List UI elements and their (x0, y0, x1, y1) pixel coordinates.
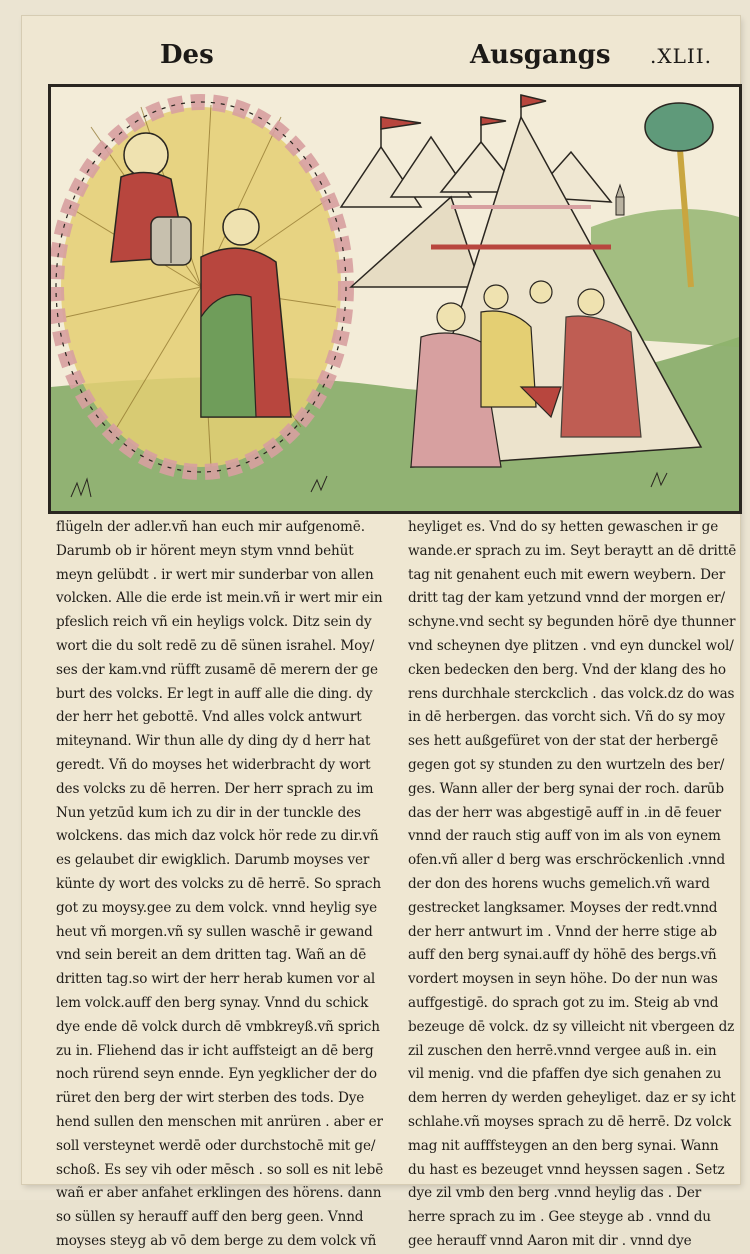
text-line: der herr antwurt im . Vnnd der herre stige ab (408, 923, 717, 940)
text-line: schlahe.vñ moyses sprach zu dē herrē. Dz volck (408, 1113, 732, 1130)
text-line: pfeslich reich vñ ein heyligs volck. Ditz sein dy (56, 614, 372, 631)
text-line: ges. Wann aller der berg synai der roch. darūb (408, 780, 724, 797)
right-text-column (408, 516, 740, 1254)
text-line: dye zil vmb den berg .vnnd heylig das . Der (408, 1185, 702, 1202)
text-line: schoß. Es sey vih oder mēsch . so soll es nit lebē (56, 1161, 384, 1178)
text-line: Nun yetzūd kum ich zu dir in der tunckle des (56, 804, 361, 821)
text-line: noch rürend seyn ennde. Eyn yegklicher der do (56, 1066, 377, 1083)
woodcut-illustration (48, 84, 742, 514)
text-line: herre sprach zu im . Gee steyge ab . vnnd du (408, 1209, 711, 1226)
text-line: es gelaubet dir ewigklich. Darumb moyses ver (56, 852, 370, 869)
text-line: geredt. Vñ do moyses het widerbracht dy wort (56, 756, 371, 773)
text-line: bezeuge dē volck. dz sy villeicht nit vbergeen dz (408, 1018, 735, 1035)
text-line: cken bedecken den berg. Vnd der klang des ho (408, 661, 726, 678)
text-line: wort die du solt redē zu dē sünen israhel. Moy/ (56, 637, 375, 654)
text-line: ofen.vñ aller d berg was erschröckenlich .vnnd (408, 852, 726, 869)
text-line: heut vñ morgen.vñ sy sullen waschē ir gewand (56, 923, 373, 940)
text-line: volcken. Alle die erde ist mein.vñ ir wert mir ein (56, 590, 383, 607)
text-line: vnd scheynen dye plitzen . vnd eyn dunckel wol/ (408, 637, 734, 654)
text-line: du hast es bezeuget vnnd heyssen sagen . Setz (408, 1161, 725, 1178)
book-page (22, 16, 740, 1249)
text-line: hend sullen den menschen mit anrüren . aber er (56, 1113, 383, 1130)
text-line: got zu moysy.gee zu dem volck. vnnd heylig sye (56, 899, 378, 916)
text-line: vnnd der rauch stig auff von im als von eynem (408, 828, 721, 845)
text-line: dye ende dē volck durch dē vmbkreyß.vñ sprich (56, 1018, 380, 1035)
text-line: in dē herbergen. das vorcht sich. Vñ do sy moy (408, 709, 726, 726)
text-line: schyne.vnd secht sy begunden hörē dye thunner (408, 614, 736, 631)
text-line: künte dy wort des volcks zu dē herrē. So sprach (56, 875, 381, 892)
text-line: meyn gelübdt . ir wert mir sunderbar von allen (56, 566, 374, 583)
text-line: der herr het gebottē. Vnd alles volck antwurt (56, 709, 362, 726)
left-text-column (56, 516, 388, 1254)
text-line: moyses steyg ab vō dem berge zu dem volck vñ (56, 1232, 377, 1249)
text-line: heyliget es. Vnd do sy hetten gewaschen ir ge (408, 519, 719, 535)
text-line: miteynand. Wir thun alle dy ding dy d herr hat (56, 733, 371, 750)
text-line: wolckens. das mich daz volck hör rede zu dir.vñ (56, 828, 379, 845)
text-line: ses hett außgefüret von der stat der herbergē (408, 733, 719, 750)
folio-number: .XLII. (650, 44, 713, 68)
woodcut-scene (51, 87, 739, 511)
text-line: flügeln der adler.vñ han euch mir aufgenomē. (56, 519, 365, 535)
text-line: soll versteynet werdē oder durchstochē mit ge/ (56, 1137, 376, 1154)
text-line: der don des horens wuchs gemelich.vñ ward (408, 875, 710, 892)
text-line: gestrecket langksamer. Moyses der redt.vnnd (408, 899, 718, 916)
text-line: auffgestigē. do sprach got zu im. Steig ab vnd (408, 994, 719, 1011)
text-line: lem volck.auff den berg synay. Vnnd du schick (56, 994, 369, 1011)
text-line: gee herauff vnnd Aaron mit dir . vnnd dye (408, 1232, 692, 1249)
text-line: vil menig. vnd die pfaffen dye sich genahen zu (408, 1066, 722, 1083)
text-line: vordert moysen in seyn höhe. Do der nun was (408, 971, 718, 988)
text-line: tag nit genahent euch mit ewern weybern. Der (408, 566, 726, 583)
header-left-word: Des (160, 40, 214, 70)
text-line: zil zuschen den herrē.vnnd vergee auß in. ein (408, 1042, 717, 1059)
text-line: das der herr was abgestigē auff in .in dē feuer (408, 804, 722, 821)
text-line: des volcks zu dē herren. Der herr sprach zu im (56, 780, 374, 797)
text-line: wañ er aber anfahet erklingen des hörens. dann (56, 1185, 382, 1202)
text-line: auff den berg synai.auff dy höhē des bergs.vñ (408, 947, 717, 964)
text-line: burt des volcks. Er legt in auff alle die ding. dy (56, 685, 373, 702)
text-line: Darumb ob ir hörent meyn stym vnnd behüt (56, 542, 354, 559)
text-line: mag nit aufffsteygen an den berg synai. Wann (408, 1137, 719, 1154)
text-line: gegen got sy stunden zu den wurtzeln des ber/ (408, 756, 725, 773)
text-line: so süllen sy herauff auff den berg geen. Vnnd (56, 1209, 364, 1226)
text-line: dritten tag.so wirt der herr herab kumen vor al (56, 971, 376, 988)
header-middle-word: Ausgangs (470, 40, 611, 70)
text-line: vnd sein bereit an dem dritten tag. Wañ an dē (56, 947, 367, 964)
running-header (22, 30, 740, 70)
text-line: wande.er sprach zu im. Seyt beraytt an dē drittē (408, 542, 737, 559)
text-line: ses der kam.vnd rüfft zusamē dē merern der ge (56, 661, 378, 678)
text-line: dritt tag der kam yetzund vnnd der morgen er/ (408, 590, 725, 607)
text-columns (56, 516, 744, 1249)
text-line: dem herren dy werden geheyliget. daz er sy icht (408, 1090, 736, 1107)
text-line: rens durchhale sterckclich . das volck.dz do was (408, 685, 735, 702)
text-line: zu in. Fliehend das ir icht auffsteigt an dē berg (56, 1042, 374, 1059)
text-line: rüret den berg der wirt sterben des tods. Dye (56, 1090, 365, 1107)
